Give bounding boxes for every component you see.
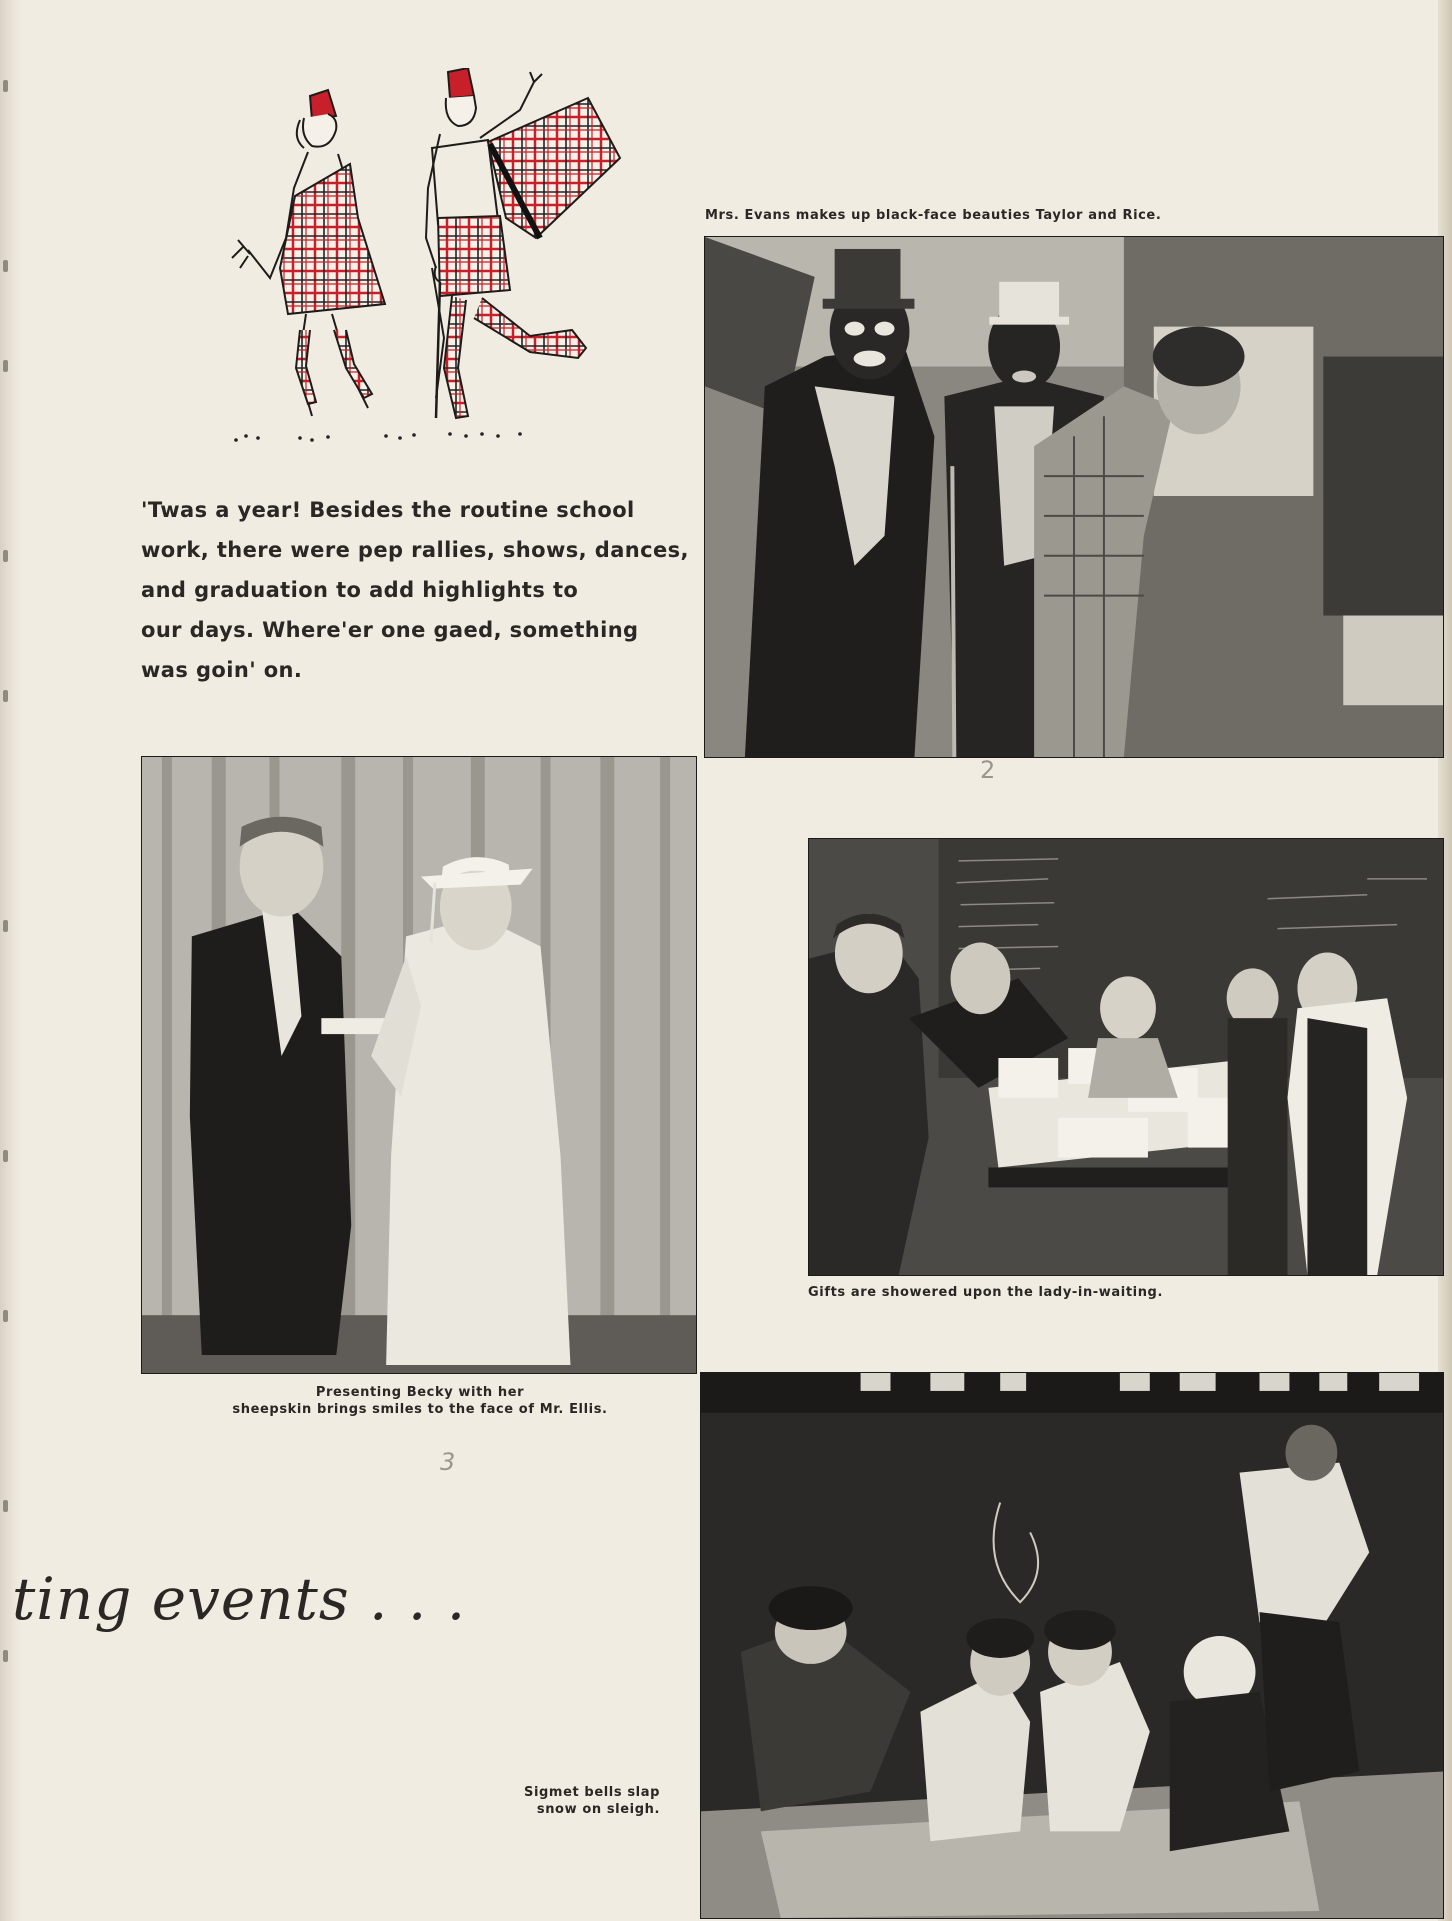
intro-line: was goin' on. [141, 658, 303, 682]
intro-line: our days. Where'er one gaed, something [141, 618, 639, 642]
intro-line: work, there were pep rallies, shows, dances, [141, 538, 689, 562]
blackface-makeup-photo [704, 236, 1444, 758]
intro-line: 'Twas a year! Besides the routine school [141, 498, 635, 522]
gifts-photo [808, 838, 1444, 1276]
intro-paragraph [141, 490, 689, 690]
graduation-photo [141, 756, 697, 1374]
caption-line: Sigmet bells slap [524, 1785, 660, 1800]
dancing-couple-illustration [200, 68, 640, 453]
intro-line: and graduation to add highlights to [141, 578, 579, 602]
section-heading: ting events . . . [12, 1565, 467, 1633]
sleigh-photo-caption [460, 1784, 660, 1818]
caption-line: sheepskin brings smiles to the face of Mr. Ellis. [232, 1402, 608, 1417]
blackface-photo-caption: Mrs. Evans makes up black-face beauties Taylor and Rice. [705, 208, 1162, 223]
gifts-photo-caption: Gifts are showered upon the lady-in-waiting. [808, 1285, 1163, 1300]
graduation-photo-caption [200, 1384, 640, 1418]
page-number-mark: 2 [980, 756, 996, 784]
sleigh-photo [700, 1372, 1444, 1919]
caption-line: Presenting Becky with her [315, 1385, 525, 1400]
page-number-mark: 3 [440, 1448, 456, 1476]
caption-line: snow on sleigh. [536, 1802, 660, 1817]
